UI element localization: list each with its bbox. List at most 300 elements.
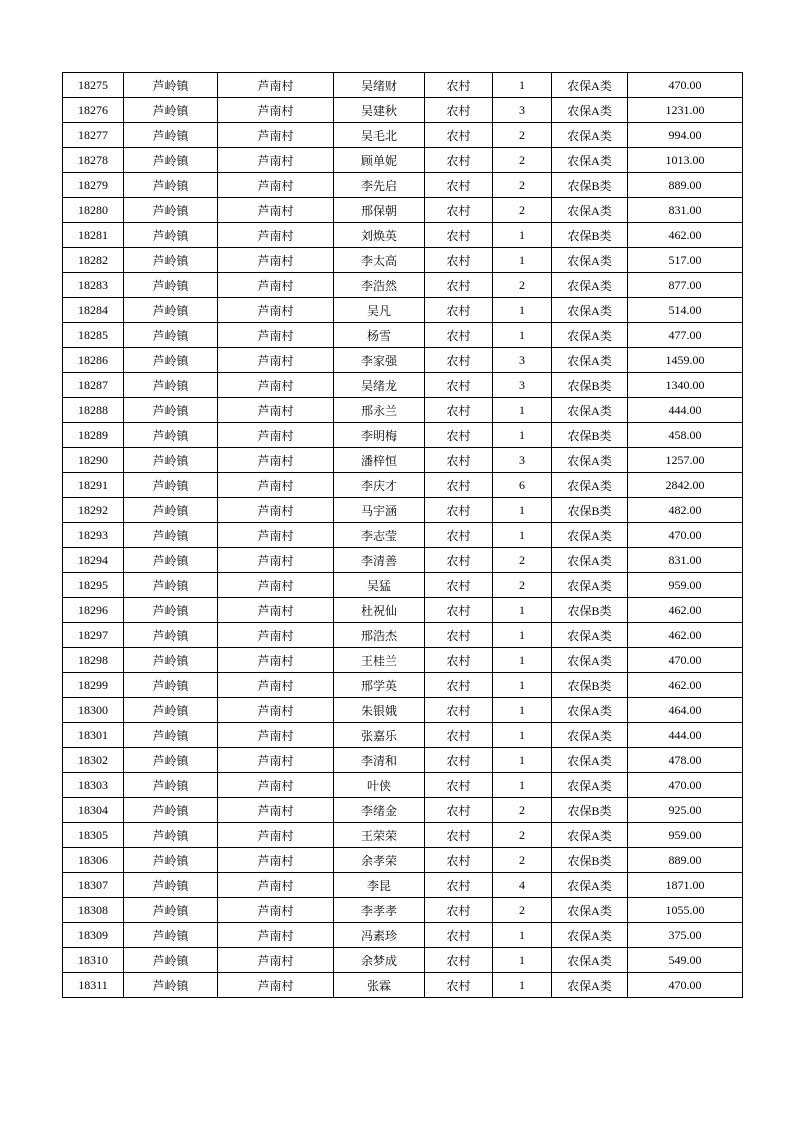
table-cell: 叶侠 <box>334 773 425 798</box>
table-cell: 芦南村 <box>218 298 334 323</box>
table-cell: 农保A类 <box>552 823 628 848</box>
table-row <box>63 473 743 498</box>
table-cell: 18304 <box>63 798 124 823</box>
table-cell: 李先启 <box>334 173 425 198</box>
table-row <box>63 498 743 523</box>
table-row <box>63 298 743 323</box>
table-cell: 芦南村 <box>218 798 334 823</box>
table-cell: 芦南村 <box>218 423 334 448</box>
table-cell: 芦南村 <box>218 398 334 423</box>
table-cell: 农保A类 <box>552 648 628 673</box>
table-cell: 芦南村 <box>218 623 334 648</box>
table-cell: 农保A类 <box>552 623 628 648</box>
table-cell: 2 <box>493 898 552 923</box>
table-cell: 芦岭镇 <box>124 773 218 798</box>
table-cell: 芦岭镇 <box>124 473 218 498</box>
table-cell: 李孝孝 <box>334 898 425 923</box>
table-cell: 1 <box>493 773 552 798</box>
table-cell: 517.00 <box>628 248 743 273</box>
table-cell: 农村 <box>425 248 493 273</box>
table-cell: 1 <box>493 973 552 998</box>
table-cell: 芦岭镇 <box>124 273 218 298</box>
table-cell: 芦南村 <box>218 223 334 248</box>
table-cell: 冯素珍 <box>334 923 425 948</box>
table-cell: 芦岭镇 <box>124 573 218 598</box>
table-cell: 889.00 <box>628 848 743 873</box>
table-row <box>63 823 743 848</box>
table-cell: 芦南村 <box>218 848 334 873</box>
table-row <box>63 573 743 598</box>
table-cell: 1013.00 <box>628 148 743 173</box>
table-cell: 1 <box>493 723 552 748</box>
table-cell: 农保A类 <box>552 698 628 723</box>
table-cell: 芦南村 <box>218 498 334 523</box>
table-cell: 18281 <box>63 223 124 248</box>
table-cell: 农村 <box>425 198 493 223</box>
table-cell: 顾单妮 <box>334 148 425 173</box>
table-cell: 1 <box>493 423 552 448</box>
table-cell: 芦岭镇 <box>124 698 218 723</box>
table-cell: 2 <box>493 548 552 573</box>
table-row <box>63 673 743 698</box>
table-cell: 农保B类 <box>552 798 628 823</box>
table-cell: 470.00 <box>628 648 743 673</box>
table-cell: 农保A类 <box>552 923 628 948</box>
table-cell: 18296 <box>63 598 124 623</box>
table-cell: 李浩然 <box>334 273 425 298</box>
table-cell: 芦岭镇 <box>124 73 218 98</box>
table-cell: 18279 <box>63 173 124 198</box>
table-cell: 农村 <box>425 373 493 398</box>
table-cell: 农保A类 <box>552 448 628 473</box>
table-cell: 农村 <box>425 548 493 573</box>
table-cell: 吴建秋 <box>334 98 425 123</box>
table-cell: 1 <box>493 323 552 348</box>
table-cell: 18309 <box>63 923 124 948</box>
table-row <box>63 273 743 298</box>
table-cell: 芦岭镇 <box>124 523 218 548</box>
table-cell: 18287 <box>63 373 124 398</box>
table-cell: 478.00 <box>628 748 743 773</box>
table-cell: 18291 <box>63 473 124 498</box>
table-cell: 农村 <box>425 923 493 948</box>
table-cell: 农保A类 <box>552 523 628 548</box>
table-cell: 芦岭镇 <box>124 148 218 173</box>
table-cell: 芦南村 <box>218 773 334 798</box>
table-cell: 芦南村 <box>218 123 334 148</box>
table-cell: 李昆 <box>334 873 425 898</box>
table-cell: 994.00 <box>628 123 743 148</box>
table-cell: 芦南村 <box>218 573 334 598</box>
table-cell: 18277 <box>63 123 124 148</box>
table-cell: 农保A类 <box>552 873 628 898</box>
table-cell: 农保A类 <box>552 73 628 98</box>
table-cell: 农保A类 <box>552 948 628 973</box>
table-body <box>63 73 743 998</box>
table-cell: 831.00 <box>628 548 743 573</box>
table-cell: 482.00 <box>628 498 743 523</box>
table-cell: 潘梓恒 <box>334 448 425 473</box>
table-cell: 芦岭镇 <box>124 373 218 398</box>
table-cell: 18292 <box>63 498 124 523</box>
table-cell: 李绪金 <box>334 798 425 823</box>
table-cell: 1 <box>493 948 552 973</box>
table-cell: 462.00 <box>628 623 743 648</box>
table-cell: 18303 <box>63 773 124 798</box>
table-row <box>63 448 743 473</box>
table-row <box>63 798 743 823</box>
table-cell: 芦岭镇 <box>124 98 218 123</box>
table-cell: 农保B类 <box>552 373 628 398</box>
table-row <box>63 873 743 898</box>
table-cell: 芦岭镇 <box>124 598 218 623</box>
table-cell: 芦南村 <box>218 473 334 498</box>
table-cell: 王荣荣 <box>334 823 425 848</box>
table-cell: 芦南村 <box>218 173 334 198</box>
table-cell: 农保A类 <box>552 973 628 998</box>
table-cell: 18282 <box>63 248 124 273</box>
table-cell: 邢学英 <box>334 673 425 698</box>
table-cell: 农保B类 <box>552 223 628 248</box>
table-row <box>63 98 743 123</box>
table-cell: 吴凡 <box>334 298 425 323</box>
table-cell: 18278 <box>63 148 124 173</box>
table-cell: 1 <box>493 523 552 548</box>
table-cell: 农村 <box>425 798 493 823</box>
table-cell: 18289 <box>63 423 124 448</box>
table-cell: 芦岭镇 <box>124 173 218 198</box>
table-cell: 李明梅 <box>334 423 425 448</box>
table-cell: 农村 <box>425 473 493 498</box>
table-cell: 3 <box>493 448 552 473</box>
table-cell: 农村 <box>425 73 493 98</box>
table-cell: 李志莹 <box>334 523 425 548</box>
table-cell: 农保A类 <box>552 748 628 773</box>
table-cell: 农村 <box>425 623 493 648</box>
table-cell: 831.00 <box>628 198 743 223</box>
table-cell: 3 <box>493 98 552 123</box>
table-cell: 2 <box>493 273 552 298</box>
table-cell: 张霖 <box>334 973 425 998</box>
table-cell: 芦岭镇 <box>124 323 218 348</box>
table-cell: 470.00 <box>628 73 743 98</box>
table-cell: 芦南村 <box>218 873 334 898</box>
table-cell: 芦岭镇 <box>124 223 218 248</box>
table-cell: 芦岭镇 <box>124 348 218 373</box>
table-cell: 芦南村 <box>218 73 334 98</box>
table-row <box>63 223 743 248</box>
table-cell: 农保A类 <box>552 123 628 148</box>
table-cell: 1 <box>493 223 552 248</box>
table-cell: 芦岭镇 <box>124 848 218 873</box>
table-cell: 芦南村 <box>218 98 334 123</box>
table-cell: 芦岭镇 <box>124 298 218 323</box>
table-cell: 芦岭镇 <box>124 923 218 948</box>
table-cell: 农村 <box>425 348 493 373</box>
table-cell: 470.00 <box>628 773 743 798</box>
table-cell: 芦岭镇 <box>124 448 218 473</box>
table-row <box>63 698 743 723</box>
table-cell: 18301 <box>63 723 124 748</box>
table-cell: 芦南村 <box>218 248 334 273</box>
table-row <box>63 398 743 423</box>
roster-table <box>62 72 743 998</box>
table-cell: 张嘉乐 <box>334 723 425 748</box>
table-row <box>63 548 743 573</box>
table-cell: 18306 <box>63 848 124 873</box>
table-cell: 芦岭镇 <box>124 948 218 973</box>
table-cell: 农保A类 <box>552 198 628 223</box>
table-cell: 1 <box>493 298 552 323</box>
table-cell: 芦岭镇 <box>124 198 218 223</box>
table-cell: 芦南村 <box>218 823 334 848</box>
table-row <box>63 848 743 873</box>
table-cell: 芦岭镇 <box>124 548 218 573</box>
table-cell: 877.00 <box>628 273 743 298</box>
table-cell: 芦南村 <box>218 673 334 698</box>
table-cell: 462.00 <box>628 673 743 698</box>
table-cell: 18276 <box>63 98 124 123</box>
table-cell: 农村 <box>425 648 493 673</box>
table-cell: 芦岭镇 <box>124 123 218 148</box>
table-cell: 1055.00 <box>628 898 743 923</box>
table-cell: 农村 <box>425 498 493 523</box>
table-cell: 1 <box>493 498 552 523</box>
table-cell: 刘焕英 <box>334 223 425 248</box>
table-cell: 458.00 <box>628 423 743 448</box>
table-cell: 芦岭镇 <box>124 748 218 773</box>
table-cell: 514.00 <box>628 298 743 323</box>
table-cell: 芦南村 <box>218 698 334 723</box>
table-cell: 朱银娥 <box>334 698 425 723</box>
table-cell: 18294 <box>63 548 124 573</box>
table-cell: 农保A类 <box>552 148 628 173</box>
table-cell: 农保A类 <box>552 773 628 798</box>
table-cell: 王桂兰 <box>334 648 425 673</box>
table-cell: 农村 <box>425 723 493 748</box>
table-row <box>63 648 743 673</box>
table-cell: 芦南村 <box>218 598 334 623</box>
table-cell: 农村 <box>425 823 493 848</box>
table-cell: 18307 <box>63 873 124 898</box>
table-cell: 农村 <box>425 323 493 348</box>
table-cell: 农保A类 <box>552 348 628 373</box>
table-cell: 芦南村 <box>218 523 334 548</box>
table-row <box>63 73 743 98</box>
table-cell: 18305 <box>63 823 124 848</box>
table-cell: 农村 <box>425 673 493 698</box>
table-cell: 农村 <box>425 773 493 798</box>
table-cell: 芦岭镇 <box>124 723 218 748</box>
table-cell: 李家强 <box>334 348 425 373</box>
table-cell: 农村 <box>425 448 493 473</box>
table-cell: 芦南村 <box>218 648 334 673</box>
table-cell: 农村 <box>425 298 493 323</box>
table-cell: 农保A类 <box>552 298 628 323</box>
table-cell: 农保A类 <box>552 248 628 273</box>
table-cell: 余孝荣 <box>334 848 425 873</box>
table-cell: 农保A类 <box>552 323 628 348</box>
table-cell: 18302 <box>63 748 124 773</box>
table-row <box>63 773 743 798</box>
table-cell: 芦岭镇 <box>124 873 218 898</box>
table-cell: 1871.00 <box>628 873 743 898</box>
table-cell: 375.00 <box>628 923 743 948</box>
table-cell: 农保B类 <box>552 173 628 198</box>
table-row <box>63 973 743 998</box>
table-cell: 1 <box>493 248 552 273</box>
table-row <box>63 323 743 348</box>
table-cell: 杜祝仙 <box>334 598 425 623</box>
table-cell: 芦岭镇 <box>124 398 218 423</box>
table-cell: 农村 <box>425 398 493 423</box>
table-cell: 芦南村 <box>218 448 334 473</box>
table-cell: 农保A类 <box>552 573 628 598</box>
table-cell: 2 <box>493 823 552 848</box>
table-cell: 2842.00 <box>628 473 743 498</box>
table-cell: 农村 <box>425 148 493 173</box>
table-cell: 芦南村 <box>218 748 334 773</box>
table-row <box>63 948 743 973</box>
table-cell: 农村 <box>425 598 493 623</box>
table-cell: 芦岭镇 <box>124 798 218 823</box>
table-cell: 芦南村 <box>218 348 334 373</box>
table-cell: 2 <box>493 123 552 148</box>
table-cell: 吴猛 <box>334 573 425 598</box>
table-row <box>63 523 743 548</box>
table-cell: 李清善 <box>334 548 425 573</box>
table-row <box>63 148 743 173</box>
table-cell: 农保B类 <box>552 498 628 523</box>
table-cell: 邢永兰 <box>334 398 425 423</box>
table-cell: 吴毛北 <box>334 123 425 148</box>
table-row <box>63 173 743 198</box>
table-cell: 芦岭镇 <box>124 623 218 648</box>
table-cell: 18295 <box>63 573 124 598</box>
table-cell: 18283 <box>63 273 124 298</box>
table-cell: 1 <box>493 398 552 423</box>
table-cell: 芦岭镇 <box>124 973 218 998</box>
table-cell: 3 <box>493 348 552 373</box>
table-cell: 农村 <box>425 523 493 548</box>
table-cell: 889.00 <box>628 173 743 198</box>
table-cell: 1 <box>493 698 552 723</box>
table-cell: 农村 <box>425 573 493 598</box>
table-cell: 6 <box>493 473 552 498</box>
table-cell: 农保B类 <box>552 673 628 698</box>
table-cell: 农村 <box>425 173 493 198</box>
table-cell: 2 <box>493 173 552 198</box>
table-cell: 农村 <box>425 973 493 998</box>
table-cell: 农村 <box>425 123 493 148</box>
table-cell: 18285 <box>63 323 124 348</box>
table-cell: 1 <box>493 748 552 773</box>
table-cell: 462.00 <box>628 598 743 623</box>
table-cell: 农保A类 <box>552 473 628 498</box>
table-cell: 1231.00 <box>628 98 743 123</box>
table-row <box>63 623 743 648</box>
table-cell: 芦南村 <box>218 948 334 973</box>
table-cell: 444.00 <box>628 723 743 748</box>
table-cell: 农村 <box>425 273 493 298</box>
table-cell: 470.00 <box>628 523 743 548</box>
table-cell: 1 <box>493 673 552 698</box>
table-cell: 芦南村 <box>218 548 334 573</box>
table-cell: 1 <box>493 73 552 98</box>
table-cell: 芦岭镇 <box>124 423 218 448</box>
table-row <box>63 723 743 748</box>
table-cell: 农保B类 <box>552 848 628 873</box>
table-row <box>63 123 743 148</box>
table-cell: 18299 <box>63 673 124 698</box>
table-cell: 芦岭镇 <box>124 673 218 698</box>
table-cell: 470.00 <box>628 973 743 998</box>
table-row <box>63 198 743 223</box>
table-row <box>63 923 743 948</box>
table-cell: 959.00 <box>628 573 743 598</box>
table-cell: 18288 <box>63 398 124 423</box>
table-cell: 18286 <box>63 348 124 373</box>
table-cell: 芦南村 <box>218 198 334 223</box>
table-cell: 芦南村 <box>218 148 334 173</box>
table-cell: 农村 <box>425 873 493 898</box>
table-row <box>63 248 743 273</box>
table-cell: 1 <box>493 623 552 648</box>
table-cell: 吴绪财 <box>334 73 425 98</box>
table-cell: 邢保朝 <box>334 198 425 223</box>
table-cell: 农保A类 <box>552 898 628 923</box>
table-cell: 2 <box>493 198 552 223</box>
table-row <box>63 598 743 623</box>
table-cell: 农村 <box>425 98 493 123</box>
table-cell: 农村 <box>425 898 493 923</box>
table-cell: 李清和 <box>334 748 425 773</box>
table-cell: 18280 <box>63 198 124 223</box>
table-cell: 18298 <box>63 648 124 673</box>
table-cell: 农保A类 <box>552 273 628 298</box>
table-cell: 芦南村 <box>218 323 334 348</box>
table-cell: 杨雪 <box>334 323 425 348</box>
table-cell: 18275 <box>63 73 124 98</box>
table-cell: 农保A类 <box>552 723 628 748</box>
table-cell: 477.00 <box>628 323 743 348</box>
table-cell: 18300 <box>63 698 124 723</box>
table-cell: 1340.00 <box>628 373 743 398</box>
table-cell: 芦南村 <box>218 373 334 398</box>
table-cell: 959.00 <box>628 823 743 848</box>
table-cell: 芦岭镇 <box>124 248 218 273</box>
table-cell: 芦岭镇 <box>124 898 218 923</box>
table-cell: 464.00 <box>628 698 743 723</box>
table-cell: 2 <box>493 573 552 598</box>
table-cell: 吴绪龙 <box>334 373 425 398</box>
table-cell: 芦岭镇 <box>124 823 218 848</box>
table-cell: 2 <box>493 848 552 873</box>
table-row <box>63 423 743 448</box>
table-cell: 18290 <box>63 448 124 473</box>
table-cell: 18293 <box>63 523 124 548</box>
table-cell: 1 <box>493 648 552 673</box>
table-cell: 2 <box>493 148 552 173</box>
table-cell: 1 <box>493 598 552 623</box>
table-cell: 1459.00 <box>628 348 743 373</box>
table-cell: 549.00 <box>628 948 743 973</box>
table-cell: 农保A类 <box>552 98 628 123</box>
table-cell: 农村 <box>425 848 493 873</box>
table-cell: 邢浩杰 <box>334 623 425 648</box>
table-cell: 4 <box>493 873 552 898</box>
table-cell: 李太高 <box>334 248 425 273</box>
